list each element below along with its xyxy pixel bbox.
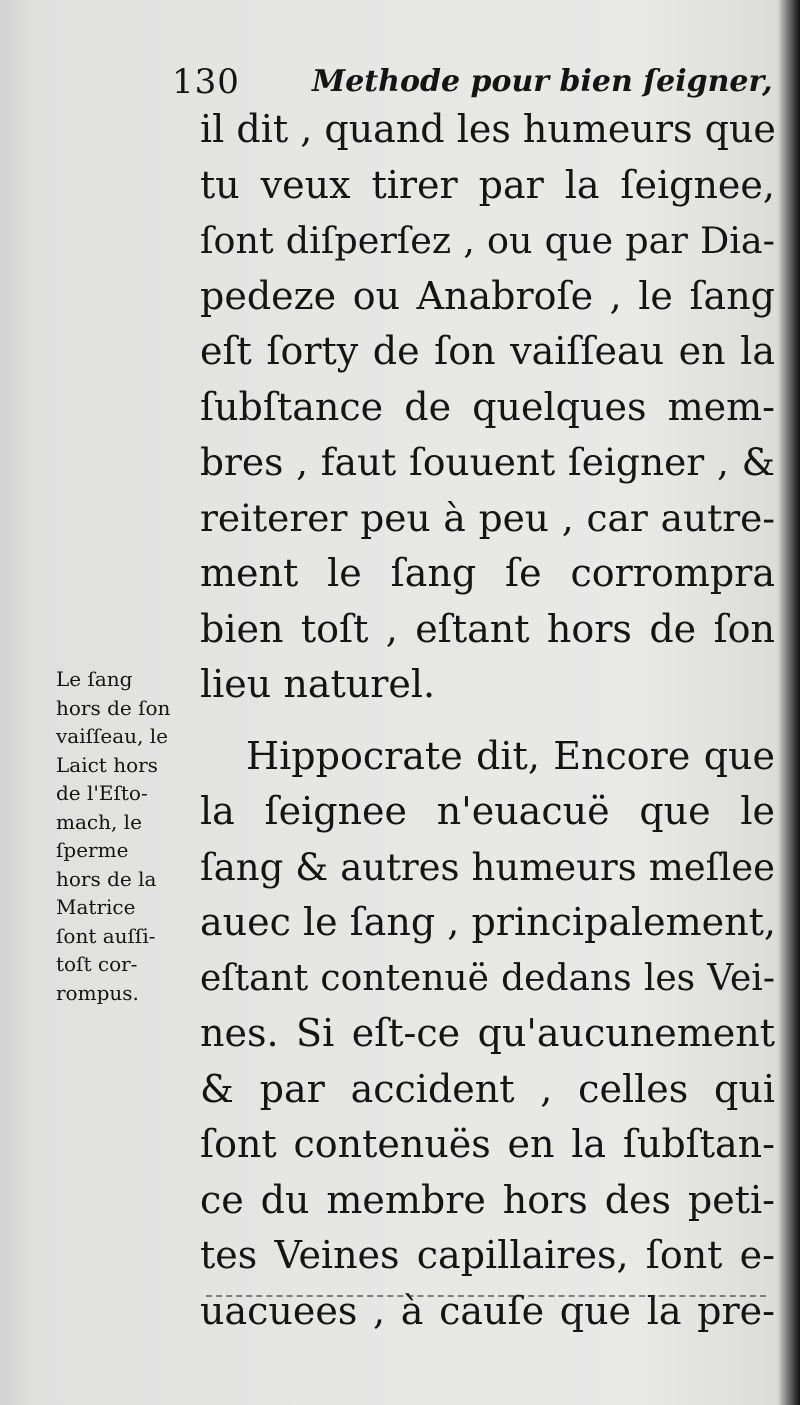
text-line: Hippocrate dit, Encore que [246,733,775,778]
text-line: pedeze ou Anabroſe , le ſang [200,273,775,318]
paragraph [200,102,775,713]
margin-note [56,665,196,1007]
running-title: Methode pour bien ſeigner, [312,64,773,99]
bottom-rule [206,1295,766,1297]
text-line: ment le ſang ſe corrompra [200,551,775,595]
text-line: ſont contenuës en la ſubſtan- [200,1122,775,1166]
text-line: ce du membre hors des peti- [200,1177,775,1222]
text-line: ſubſtance de quelques mem- [200,384,775,429]
text-line: la ſeignee n'euacuë que le [200,789,775,833]
margin-note-line: hors de ſon [56,695,171,720]
text-line: ſang & autres humeurs meſlee [200,845,775,889]
text-line: il dit , quand les humeurs que [200,107,776,151]
text-line: tu veux tirer par la ſeignee, [200,162,775,207]
text-line: & par accident , celles qui [200,1066,775,1111]
text-line: bres , faut ſouuent ſeigner , & [200,440,775,484]
margin-note-line: hors de la [56,866,157,891]
text-line: uacuees , à cauſe que la pre- [200,1288,775,1333]
page-gutter-shadow [778,0,800,1405]
page-number: 130 [172,62,240,102]
text-line: nes. Si eſt-ce qu'aucunement [200,1011,775,1055]
margin-note-line: de l'Eſto- [56,781,148,805]
text-line: ſont diſperſez , ou que par Dia- [200,219,775,262]
text-line: bien toſt , eſtant hors de ſon [200,606,775,651]
paragraph [200,729,775,1340]
page-left-edge [0,0,10,1405]
margin-note-line: toſt cor- [56,952,138,976]
margin-note-line: Le ſang [56,667,133,691]
text-line: reiterer peu à peu , car autre- [200,495,775,540]
margin-note-line: ſperme [56,838,129,862]
paragraph-gap [200,713,775,729]
margin-note-line: vaiſſeau, le [56,724,169,748]
text-line: eſt ſorty de ſon vaiſſeau en la [200,329,775,373]
text-line: lieu naturel. [200,662,436,706]
margin-note-line: ſont auſſi- [56,923,156,948]
text-line: tes Veines capillaires, ſont e- [200,1233,775,1277]
margin-note-line: Laict hors [56,752,158,777]
text-line: eſtant contenuë dedans les Vei- [200,957,775,999]
margin-note-line: mach, le [56,809,142,834]
text-line: auec le ſang , principalement, [200,900,776,944]
margin-note-line: Matrice [56,895,136,919]
body-text [200,102,775,1339]
margin-note-line: rompus. [56,980,139,1005]
